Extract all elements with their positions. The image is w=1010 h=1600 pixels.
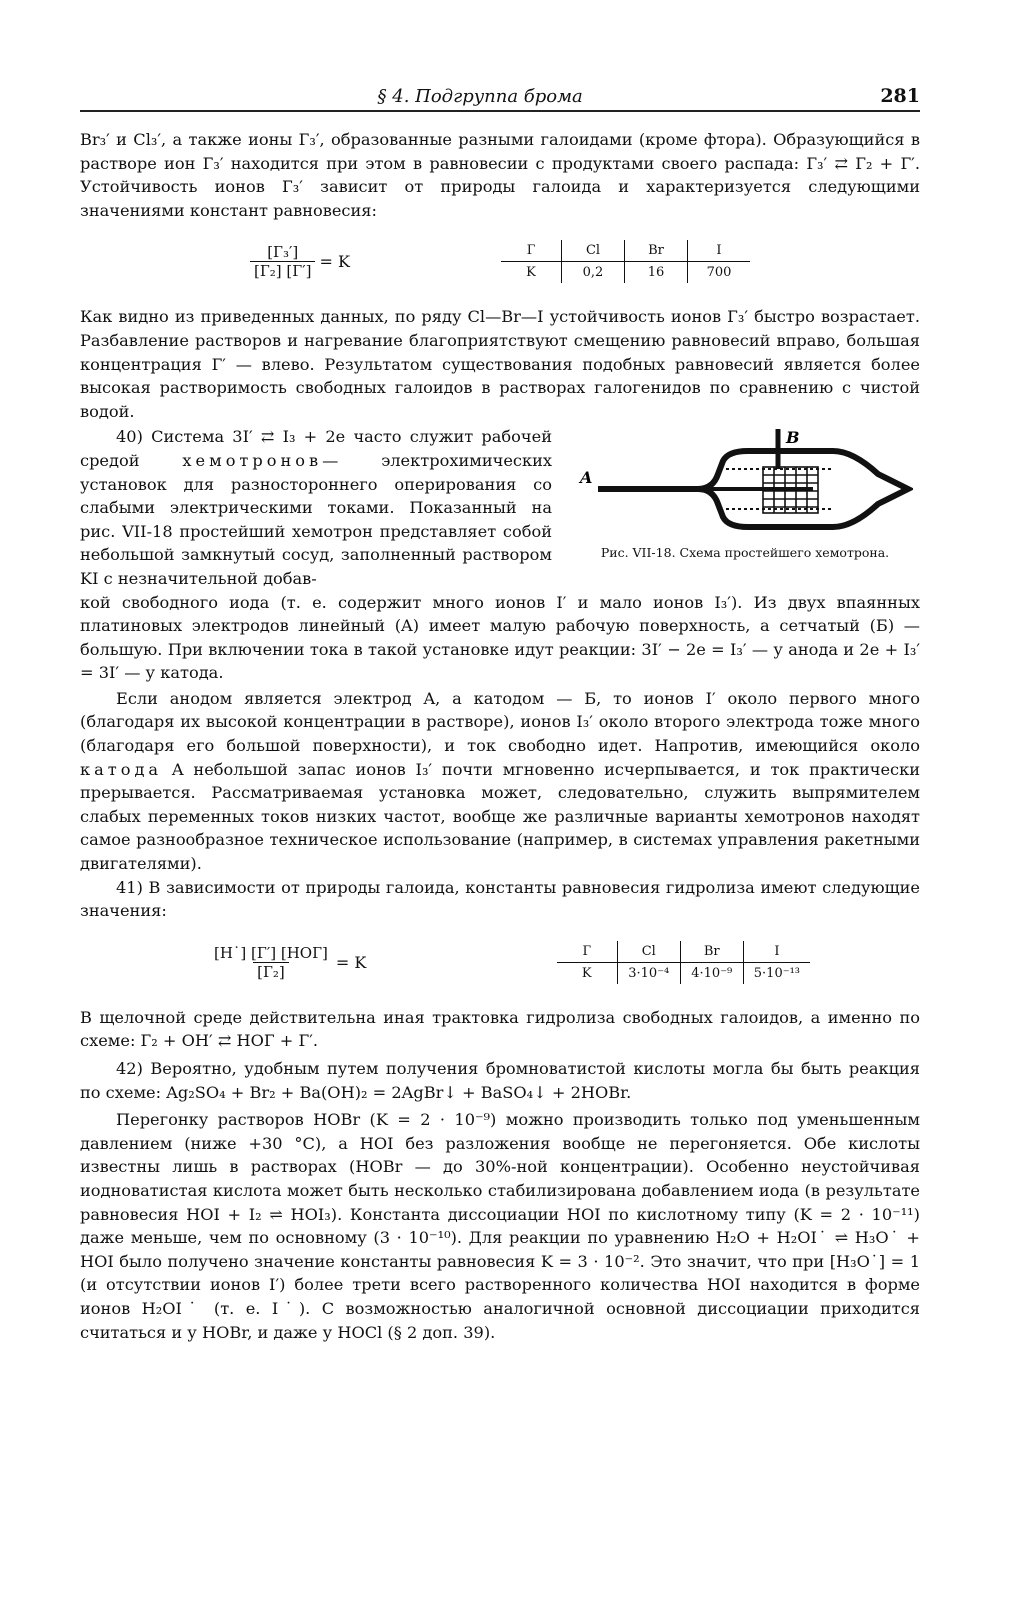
table-row-label: K xyxy=(526,265,536,281)
page-number: 281 xyxy=(880,85,920,107)
table-head: Cl xyxy=(562,240,625,262)
table-head: I xyxy=(743,941,810,963)
spaced-term: хемотронов xyxy=(182,450,323,470)
paragraph-6: 41) В зависимости от природы галоида, константы равновесия гидролиза имеют следующие значения: xyxy=(80,877,920,921)
figure-label-a: A xyxy=(579,468,592,488)
formula-numerator: [H˙] [Г′] [HOГ] xyxy=(214,943,328,962)
table-head: Br xyxy=(680,941,743,963)
table-head: Cl xyxy=(617,941,680,963)
paragraph-3: 40) Система 3I′ ⇄ I₃ + 2e часто служит рабочей средой хемотронов— электрохимических установок для разностороннего оперирования со слабыми электрическими токами. Показанный на рис. VII-18 простейший хемотрон представляет собой небольшой замкнутый сосуд, заполненный раствором KI с незначительной добав- xyxy=(80,427,552,588)
table-head-label: Г xyxy=(557,941,618,963)
formula-denominator: [Г₂] xyxy=(253,962,289,981)
paragraph-9: Перегонку растворов HOBr (K = 2 · 10⁻⁹) можно производить только под уменьшенным давлением (ниже +30 °C), а HOI без разложения вообще не перегоняется. Обе кислоты известны лишь в растворах (HOBr — до 30%-ной концентрации). Особенно неустойчивая иодноватистая кислота может быть несколько стабилизирована добавлением иода (в результате равновесия HOI + I₂ ⇌ HOI₃). Константа диссоциации HOI по кислотному типу (K = 2 · 10⁻¹¹) даже меньше, чем по основному (3 · 10⁻¹⁰). Для реакции по уравнению H₂O + H₂OI˙ ⇌ H₃O˙ + HOI было получено значение константы равновесия K = 3 · 10⁻². Это значит, что при [H₃O˙] = 1 (и отсутствии ионов I′) более трети всего растворенного количества HOI находится в форме ионов H₂OI˙ (т. е. I˙). С возможностью аналогичной основной диссоциации приходится считаться и у HOBr, и даже у HOCl (§ 2 доп. 39). xyxy=(80,1110,920,1342)
paragraph-1: Br₃′ и Cl₃′, а также ионы Г₃′, образованные разными галоидами (кроме фтора). Образующийся в растворе ион Г₃′ находится при этом в равновесии с продуктами своего распада: Г₃′ ⇄ Г₂ + Г′. Устойчивость ионов Г₃′ зависит от природы галоида и характеризуется следующими значениями констант равновесия: xyxy=(80,130,920,220)
running-header xyxy=(80,85,920,112)
paragraph-7: В щелочной среде действительна иная трактовка гидролиза свободных галоидов, а именно по схеме: Г₂ + OH′ ⇄ HOГ + Г′. xyxy=(80,1007,920,1051)
chemotron-diagram xyxy=(578,429,913,539)
table-cell: 700 xyxy=(688,262,751,284)
equation-1-row xyxy=(80,240,920,283)
table-cell: 16 xyxy=(625,262,688,284)
table-cell: 5·10⁻¹³ xyxy=(743,962,810,984)
paragraph-4: кой свободного иода (т. е. содержит много ионов I′ и мало ионов I₃′). Из двух впаянных платиновых электродов линейный (A) имеет малую рабочую поверхность, а сетчатый (Б) — большую. При включении тока в такой установке идут реакции: 3I′ − 2e = I₃′ — у анода и 2e + I₃′ = 3I′ — у катода. xyxy=(80,592,920,683)
formula-denominator: [Г₂] [Г′] xyxy=(250,261,315,280)
hydrolysis-formula xyxy=(210,944,366,981)
spaced-term: катода xyxy=(80,759,163,779)
formula-rhs: = K xyxy=(319,252,350,272)
constants-table-1 xyxy=(501,240,750,283)
formula-numerator: [Г₃′] xyxy=(267,243,299,262)
paragraph-2: Как видно из приведенных данных, по ряду Cl—Br—I устойчивость ионов Г₃′ быстро возрастает. Разбавление растворов и нагревание благоприятствуют смещению равновесий вправо, большая концентрация Г′ — влево. Результатом существования подобных равновесий является более высокая растворимость свободных галоидов в растворах галогенидов по сравнению с чистой водой. xyxy=(80,307,920,421)
constants-table-2 xyxy=(557,941,810,984)
paragraph-8: 42) Вероятно, удобным путем получения бромноватистой кислоты могла бы быть реакция по схеме: Ag₂SO₄ + Br₂ + Ba(OH)₂ = 2AgBr↓ + BaSO₄↓ + 2HOBr. xyxy=(80,1059,920,1102)
section-title: § 4. Подгруппа брома xyxy=(377,86,583,107)
table-cell: 0,2 xyxy=(562,262,625,284)
table-head: Br xyxy=(625,240,688,262)
table-cell: 4·10⁻⁹ xyxy=(680,962,743,984)
formula-rhs: = K xyxy=(335,952,367,972)
page xyxy=(80,85,920,1344)
equation-2-row xyxy=(80,941,920,984)
table-head: I xyxy=(688,240,751,262)
equilibrium-formula-1 xyxy=(250,243,350,280)
figure-label-b: B xyxy=(785,429,800,448)
figure-block xyxy=(80,425,920,590)
chemotron-figure xyxy=(570,425,920,590)
table-row-label: K xyxy=(581,965,592,981)
table-head-label: Г xyxy=(501,240,562,262)
paragraph-5: Если анодом является электрод A, а катодом — Б, то ионов I′ около первого много (благодаря их высокой концентрации в растворе), ионов I₃′ около второго электрода тоже много (благодаря его большой поверхности), и ток свободно идет. Напротив, имеющийся около катода A небольшой запас ионов I₃′ почти мгновенно исчерпывается, и ток практически прерывается. Рассматриваемая установка может, следовательно, служить выпрямителем слабых переменных токов низких частот, вообще же различные варианты хемотронов находят самое разнообразное техническое использование (например, в системах управления ракетными двигателями). xyxy=(80,688,920,874)
figure-caption: Рис. VII-18. Схема простейшего хемотрона. xyxy=(600,545,890,561)
table-cell: 3·10⁻⁴ xyxy=(617,962,680,984)
